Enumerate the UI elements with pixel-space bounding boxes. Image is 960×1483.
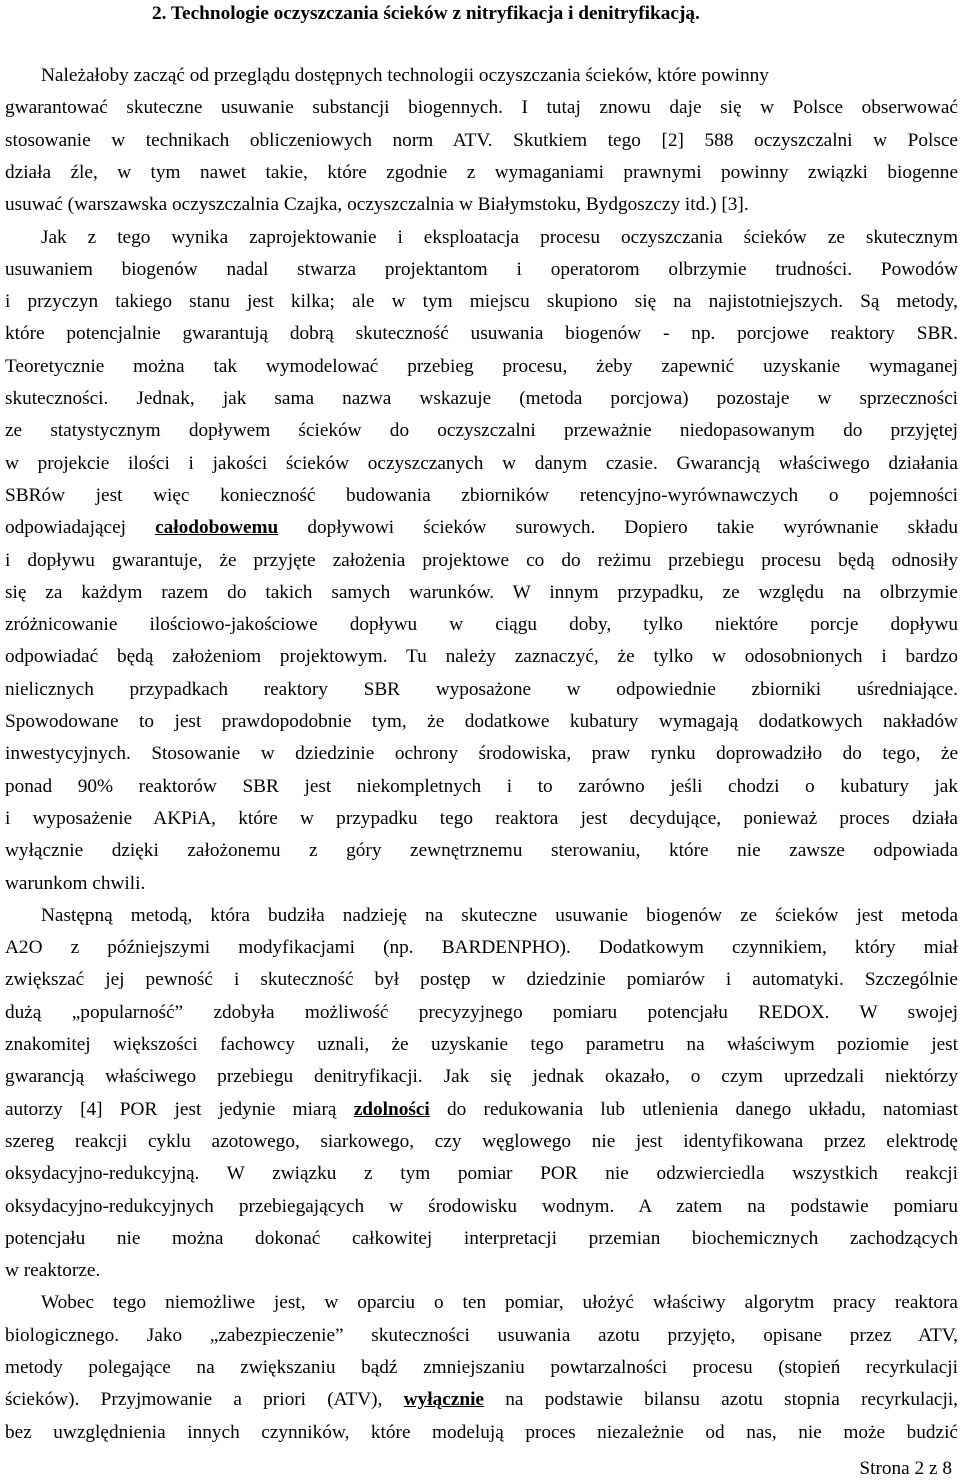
text-line: Jak z tego wynika zaprojektowanie i eksploatacja procesu oczyszczania ścieków ze skutecznym [41,226,958,248]
text-line: wyłącznie dzięki założonemu z góry zewnętrznemu sterowaniu, które nie zawsze odpowiada [5,840,958,862]
text-line: usuwaniem biogenów nadal stwarza projektantom i operatorom olbrzymie trudności. Powodów [5,258,958,280]
page-number: Strona 2 z 8 [859,1458,952,1479]
text-line: w projekcie ilości i jakości ścieków oczyszczanych w danym czasie. Gwarancją właściwego działania [5,452,958,474]
text-line: oksydacyjno-redukcyjnych przebiegających w środowisku wodnym. A zatem na podstawie pomiaru [5,1195,958,1217]
text-line: A2O z późniejszymi modyfikacjami (np. BARDENPHO). Dodatkowym czynnikiem, który miał [5,937,958,959]
text-line: SBRów jest więc konieczność budowania zbiorników retencyjno-wyrównawczych o pojemności [5,484,958,506]
text-line: zwiększać jej pewność i skuteczność był postęp w dziedzinie pomiarów i automatyki. Szczególnie [5,969,958,991]
text-line: szereg reakcji cyklu azotowego, siarkowego, czy węglowego nie jest identyfikowana przez elektrodę [5,1130,958,1152]
text-line: usuwać (warszawska oczyszczalnia Czajka, oczyszczalnia w Białymstoku, Bydgoszczy itd.) [3]. [5,194,749,216]
text-line: działa źle, w tym nawet takie, które zgodnie z wymaganiami prawnymi powinny związki biogenne [5,161,958,183]
text-line: Spowodowane to jest prawdopodobnie tym, że dodatkowe kubatury wymagają dodatkowych nakładów [5,711,958,732]
text-line: dużą „popularność” zdobyła możliwość precyzyjnego pomiaru potencjału REDOX. W swojej [5,1001,958,1023]
text-line: w reaktorze. [5,1260,101,1282]
text-line: i przyczyn takiego stanu jest kilka; ale w tym miejscu skupiono się na najistotniejszych. Są metody, [5,291,958,313]
underlined-word: wyłącznie [403,1389,484,1411]
text-line: gwarancją właściwego przebiegu denitryfikacji. Jak się jednak okazało, o czym uprzedzali niektórzy [5,1066,958,1088]
section-heading: 2. Technologie oczyszczania ścieków z nitryfikacja i denitryfikacją. [152,3,700,24]
text-line: zróżnicowanie ilościowo-jakościowe dopływu w ciągu doby, tylko niektóre porcje dopływu [5,614,958,636]
text-line: ponad 90% reaktorów SBR jest niekompletnych i to zarówno jeśli chodzi o kubatury jak [5,775,958,797]
text-line: Wobec tego niemożliwe jest, w oparciu o ten pomiar, ułożyć właściwy algorytm pracy reaktora [41,1292,958,1314]
text-line: Należałoby zacząć od przeglądu dostępnych technologii oczyszczania ścieków, które powinny [41,65,769,86]
text-line: metody polegające na zwiększaniu bądź zmniejszaniu powtarzalności procesu (stopień recyrkulacji [5,1357,958,1378]
text-line: warunkom chwili. [5,872,146,894]
underlined-word: zdolności [353,1098,430,1120]
text-line: oksydacyjno-redukcyjną. W związku z tym pomiar POR nie odzwierciedla wszystkich reakcji [5,1163,958,1185]
text-line: znakomitej większości fachowcy uznali, że uzyskanie tego parametru na właściwym poziomie jest [5,1034,958,1055]
text-line: gwarantować skuteczne usuwanie substancji biogennych. I tutaj znowu daje się w Polsce obserwować [5,97,958,119]
text-line: bez uwzględnienia innych czynników, które modelują proces niezależnie od nas, nie może budzić [5,1421,958,1443]
text-line: nielicznych przypadkach reaktory SBR wyposażone w odpowiednie zbiorniki uśredniające. [5,678,958,700]
text-line: biologicznego. Jako „zabezpieczenie” skuteczności usuwania azotu przyjęto, opisane przez ATV, [5,1324,958,1346]
text-line: stosowanie w technikach obliczeniowych norm ATV. Skutkiem tego [2] 588 oczyszczalni w Polsce [5,129,958,151]
text-line: Teoretycznie można tak wymodelować przebieg procesu, żeby zapewnić uzyskanie wymaganej [5,355,958,377]
text-line: autorzy [4] POR jest jedynie miarą zdolności do redukowania lub utlenienia danego układu, natomiast [5,1098,958,1120]
text-line: się za każdym razem do takich samych warunków. W innym przypadku, ze względu na olbrzymie [5,581,958,603]
text-line: ścieków). Przyjmowanie a priori (ATV), wyłącznie na podstawie bilansu azotu stopnia recyrkulacji, [5,1389,958,1411]
text-line: odpowiadać będą założeniom projektowym. Tu należy zaznaczyć, że tylko w odosobnionych i bardzo [5,646,958,668]
underlined-word: całodobowemu [155,517,279,539]
text-line: i dopływu gwarantuje, że przyjęte założenia projektowe co do reżimu przebiegu procesu będą odnosiły [5,549,958,571]
text-line: inwestycyjnych. Stosowanie w dziedzinie ochrony środowiska, praw rynku doprowadziło do tego, że [5,743,958,765]
text-line: potencjału nie można dokonać całkowitej interpretacji przemian biochemicznych zachodzących [5,1227,958,1249]
text-line: i wyposażenie AKPiA, które w przypadku tego reaktora jest decydujące, ponieważ proces działa [5,807,958,829]
text-line: odpowiadającej całodobowemu dopływowi ścieków surowych. Dopiero takie wyrównanie składu [5,517,959,539]
text-line: skuteczności. Jednak, jak sama nazwa wskazuje (metoda porcjowa) pozostaje w sprzeczności [5,388,958,409]
text-line: ze statystycznym dopływem ścieków do oczyszczalni przeważnie niedopasowanym do przyjętej [5,420,958,442]
text-line: które potencjalnie gwarantują dobrą skuteczność usuwania biogenów - np. porcjowe reaktory SBR. [5,323,958,345]
text-line: Następną metodą, która budziła nadzieję na skuteczne usuwanie biogenów ze ścieków jest metoda [41,904,958,926]
